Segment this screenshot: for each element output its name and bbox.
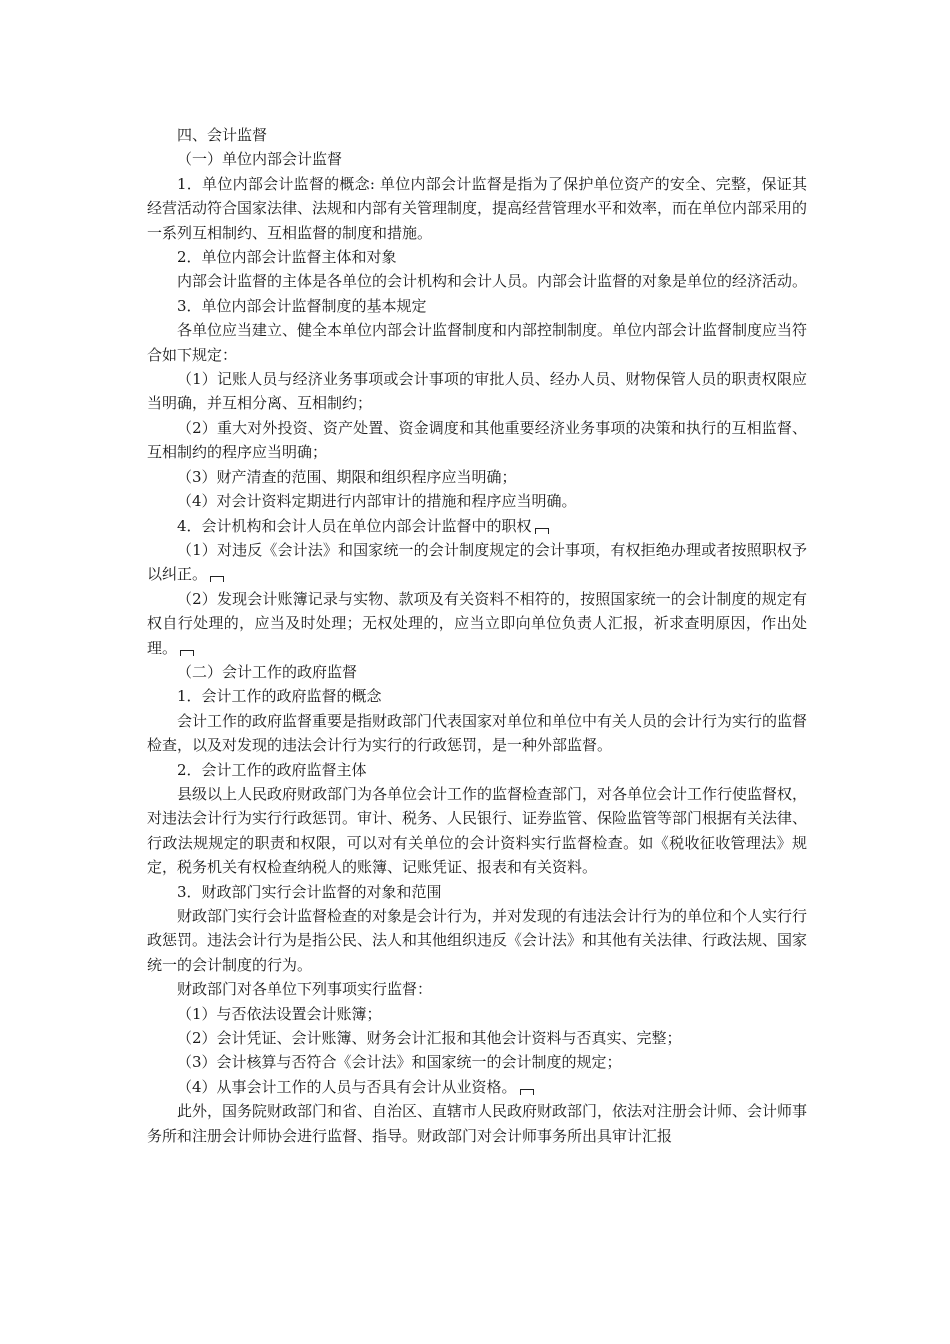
paragraph-mark-icon <box>535 528 549 534</box>
paragraph: 此外，国务院财政部门和省、自治区、直辖市人民政府财政部门，依法对注册会计师、会计师事务所和注册会计师协会进行监督、指导。财政部门对会计师事务所出具审计汇报 <box>147 1102 808 1145</box>
paragraph: 县级以上人民政府财政部门为各单位会计工作的监督检查部门，对各单位会计工作行使监督权，对违法会计行为实行行政惩罚。审计、税务、人民银行、证券监管、保险监管等部门根据有关法律、行政法规规定的职责和权限，可以对有关单位的会计资料实行监督检查。如《税收征收管理法》规定，税务机关有权检查纳税人的账簿、记账凭证、报表和有关资料。 <box>147 784 808 877</box>
paragraph: 财政部门实行会计监督检查的对象是会计行为，并对发现的有违法会计行为的单位和个人实行行政惩罚。违法会计行为是指公民、法人和其他组织违反《会计法》和其他有关法律、行政法规、国家统一的会计制度的行为。 <box>147 907 808 974</box>
list-item: （3）财产清查的范围、期限和组织程序应当明确； <box>177 467 517 486</box>
item-heading: 1．会计工作的政府监督的概念 <box>177 687 382 706</box>
list-item: （1）记账人员与经济业务事项或会计事项的审批人员、经办人员、财物保管人员的职责权限应当明确，并互相分离、互相制约； <box>147 370 807 413</box>
list-item: （2）会计凭证、会计账簿、财务会计汇报和其他会计资料与否真实、完整； <box>177 1029 682 1048</box>
paragraph: 内部会计监督的主体是各单位的会计机构和会计人员。内部会计监督的对象是单位的经济活动。 <box>177 272 808 291</box>
item-heading: 3．财政部门实行会计监督的对象和范围 <box>177 882 442 901</box>
paragraph: 会计工作的政府监督重要是指财政部门代表国家对单位和单位中有关人员的会计行为实行的监督检查，以及对发现的违法会计行为实行的行政惩罚，是一种外部监督。 <box>147 711 808 755</box>
paragraph-mark-icon <box>210 576 224 582</box>
list-item: （1）对违反《会计法》和国家统一的会计制度规定的会计事项，有权拒绝办理或者按照职权予以纠正。 <box>147 540 807 584</box>
item-heading: 2．会计工作的政府监督主体 <box>177 760 367 779</box>
paragraph: 各单位应当建立、健全本单位内部会计监督制度和内部控制制度。单位内部会计监督制度应当符合如下规定： <box>147 321 808 364</box>
list-item: （4）对会计资料定期进行内部审计的措施和程序应当明确。 <box>177 492 577 511</box>
subsection-heading: （二）会计工作的政府监督 <box>177 662 358 681</box>
list-item: （3）会计核算与否符合《会计法》和国家统一的会计制度的规定； <box>177 1053 622 1072</box>
paragraph-mark-icon <box>180 650 194 656</box>
list-item: （2）发现会计账簿记录与实物、款项及有关资料不相符的，按照国家统一的会计制度的规定有权自行处理的，应当及时处理；无权处理的，应当立即向单位负责人汇报，祈求查明原因，作出处理。 <box>147 589 807 657</box>
item-heading: 2．单位内部会计监督主体和对象 <box>177 248 397 267</box>
document-page <box>147 123 807 1148</box>
item-heading: 3．单位内部会计监督制度的基本规定 <box>177 296 427 315</box>
list-item: （2）重大对外投资、资产处置、资金调度和其他重要经济业务事项的决策和执行的互相监督、互相制约的程序应当明确； <box>147 418 807 462</box>
section-heading: 四、会计监督 <box>177 126 268 144</box>
item-heading: 4．会计机构和会计人员在单位内部会计监督中的职权 <box>147 514 807 538</box>
list-item: （4）从事会计工作的人员与否具有会计从业资格。 <box>147 1075 807 1099</box>
subsection-heading: （一）单位内部会计监督 <box>177 150 343 169</box>
paragraph-mark-icon <box>520 1089 534 1095</box>
list-item: （1）与否依法设置会计账簿； <box>177 1004 382 1023</box>
paragraph: 财政部门对各单位下列事项实行监督： <box>177 980 433 999</box>
paragraph: 1．单位内部会计监督的概念: 单位内部会计监督是指为了保护单位资产的安全、完整，保证其经营活动符合国家法律、法规和内部有关管理制度，提高经营管理水平和效率，而在单位内部采用的一系列互相制约、互相监督的制度和措施。 <box>147 174 808 242</box>
